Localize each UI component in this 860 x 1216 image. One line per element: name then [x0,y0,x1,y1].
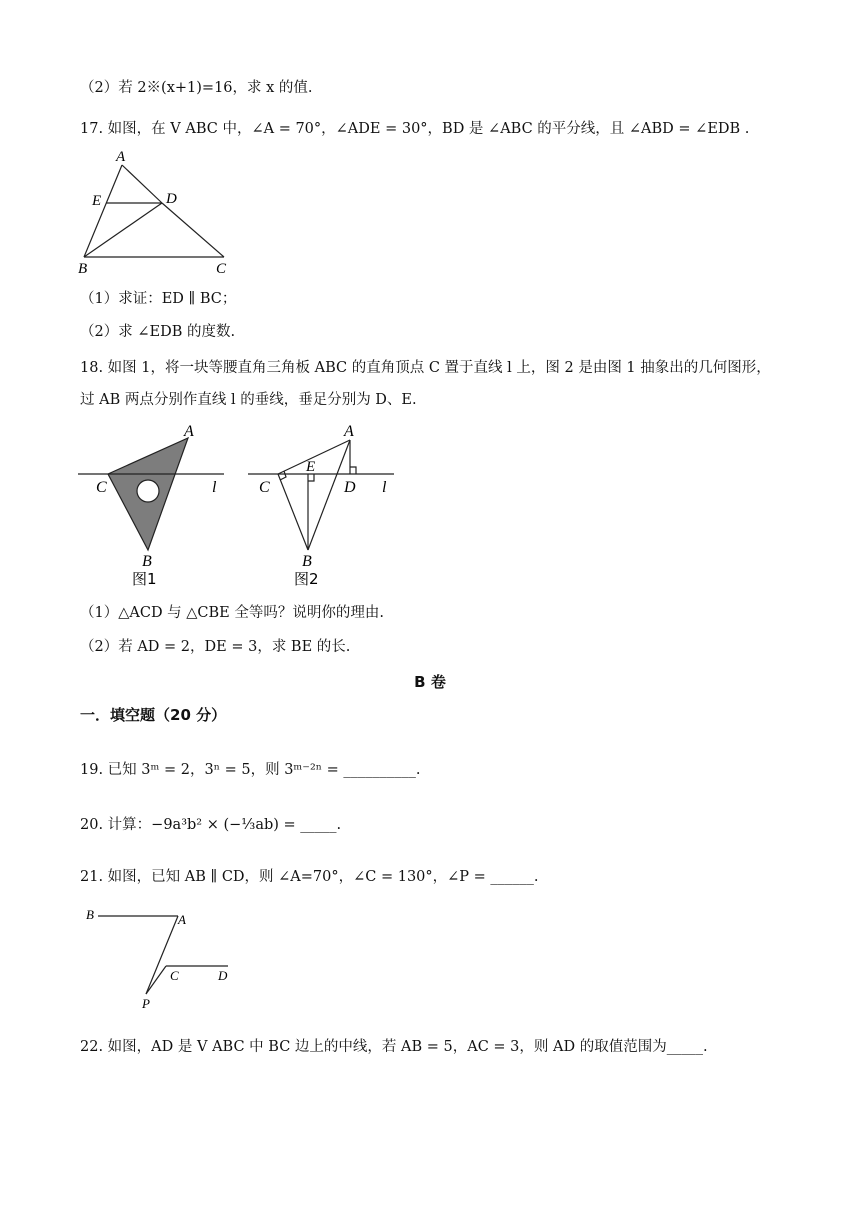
q18-figure-2 [248,420,408,590]
fig2-label-l: l [382,479,387,496]
q17-label-d: D [166,191,177,207]
q21-label-p: P [142,996,150,1011]
q17-label-c: C [216,261,227,277]
q17-label-a: A [116,149,126,165]
fig1-label-l: l [212,479,217,496]
q21-stem: 21. 如图，已知 AB ∥ CD，则 ∠A=70°，∠C = 130°，∠P = ______. [80,869,539,885]
q17-label-e: E [92,193,102,209]
q18-figure-1 [78,420,238,590]
q21-label-d: D [218,968,228,983]
fig2-label-c: C [259,479,270,496]
fig2-label-e: E [306,459,316,475]
q18-part2: （2）若 AD = 2，DE = 3，求 BE 的长. [80,639,351,655]
q17-figure [70,145,240,275]
fig1-label-b: B [142,553,152,570]
q17-part1: （1）求证：ED ∥ BC； [80,291,237,307]
q18-stem-1: 18. 如图 1，将一块等腰直角三角板 ABC 的直角顶点 C 置于直线 l 上，图 2 是由图 1 抽象出的几何图形， [80,360,771,376]
q22: 22. 如图，AD 是 V ABC 中 BC 边上的中线，若 AB = 5，AC = 3，则 AD 的取值范围为_____. [80,1039,708,1055]
q19: 19. 已知 3ᵐ = 2，3ⁿ = 5，则 3ᵐ⁻²ⁿ = __________. [80,762,421,778]
fig1-caption: 图1 [132,570,157,588]
fig2-label-a: A [344,423,354,440]
q21-label-c: C [170,968,179,983]
q20: 20. 计算：−9a³b² × (−⅓ab) = _____. [80,817,342,833]
fig2-caption: 图2 [294,570,319,588]
q17-stem: 17. 如图，在 V ABC 中，∠A = 70°，∠ADE = 30°，BD 是 ∠ABC 的平分线，且 ∠ABD = ∠EDB . [80,121,750,137]
section-b-title: B 卷 [414,673,446,691]
q17-part2: （2）求 ∠EDB 的度数. [80,324,236,340]
fig2-label-d: D [344,479,356,496]
q18-stem-2: 过 AB 两点分别作直线 l 的垂线，垂足分别为 D、E. [80,392,417,408]
q21-label-b: B [86,907,94,922]
q17-label-b: B [78,261,88,277]
q16-part2: （2）若 2※(x+1)=16，求 x 的值. [80,80,313,96]
q21-figure [80,900,260,1015]
fig1-label-a: A [184,423,194,440]
q21-label-a: A [178,912,186,927]
section-b-heading: 一．填空题（20 分） [80,706,227,724]
fig2-label-b: B [302,553,312,570]
fig1-label-c: C [96,479,107,496]
q18-part1: （1）△ACD 与 △CBE 全等吗？说明你的理由. [80,605,384,621]
